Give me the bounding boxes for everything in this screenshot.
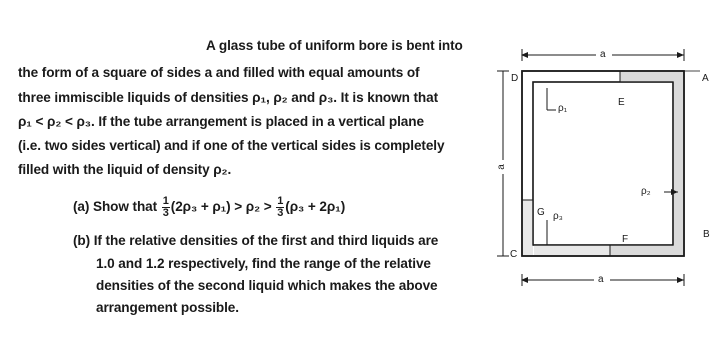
label-rho3: ρ₃ <box>553 211 563 222</box>
fraction-numerator: 1 <box>162 195 169 207</box>
label-C: C <box>510 249 518 260</box>
label-A: A <box>702 73 709 84</box>
fraction-denominator: 3 <box>277 207 284 219</box>
part-a-expression-1: (2ρ₃ + ρ₁) > ρ₂ > <box>170 199 272 215</box>
part-a-prefix: (a) Show that <box>73 199 158 215</box>
liquid-rho2-bottom-right <box>610 245 674 255</box>
problem-line-6: filled with the liquid of density ρ₂. <box>18 162 232 177</box>
problem-line-4: ρ₁ < ρ₂ < ρ₃. If the tube arrangement is placed in a vertical plane <box>18 114 424 129</box>
part-b-line-2: 1.0 and 1.2 respectively, find the range of the relative <box>96 256 431 271</box>
fraction-denominator: 3 <box>162 207 169 219</box>
label-G: G <box>537 207 545 218</box>
problem-line-5: (i.e. two sides vertical) and if one of the vertical sides is completely <box>18 138 445 153</box>
label-F: F <box>622 234 629 245</box>
label-rho1: ρ₁ <box>558 103 568 114</box>
label-B: B <box>703 229 710 240</box>
label-E: E <box>618 97 625 108</box>
problem-line-1: A glass tube of uniform bore is bent into <box>206 38 463 53</box>
label-a-top: a <box>600 49 606 60</box>
label-rho2: ρ₂ <box>641 186 651 197</box>
label-a-bottom: a <box>598 274 604 285</box>
part-a-expression-2: (ρ₃ + 2ρ₁) <box>285 199 346 215</box>
problem-line-3: three immiscible liquids of densities ρ₁, ρ₂ and ρ₃. It is known that <box>18 90 438 105</box>
label-D: D <box>511 73 519 84</box>
tube-outer-wall <box>522 71 684 256</box>
liquid-rho3-bottom-left <box>534 245 610 255</box>
problem-line-2: the form of a square of sides a and filled with equal amounts of <box>18 65 420 80</box>
label-a-left: a <box>495 164 507 170</box>
liquid-rho2-right-column <box>674 72 683 255</box>
tube-outer-outline <box>522 71 684 256</box>
liquid-rho3-left-lower <box>523 200 533 255</box>
liquid-rho2-top-right <box>620 72 674 82</box>
part-b-line-3: densities of the second liquid which makes the above <box>96 278 438 293</box>
fraction-numerator: 1 <box>277 195 284 207</box>
part-b-line-1: (b) If the relative densities of the first and third liquids are <box>73 233 439 248</box>
part-b-line-4: arrangement possible. <box>96 300 239 315</box>
